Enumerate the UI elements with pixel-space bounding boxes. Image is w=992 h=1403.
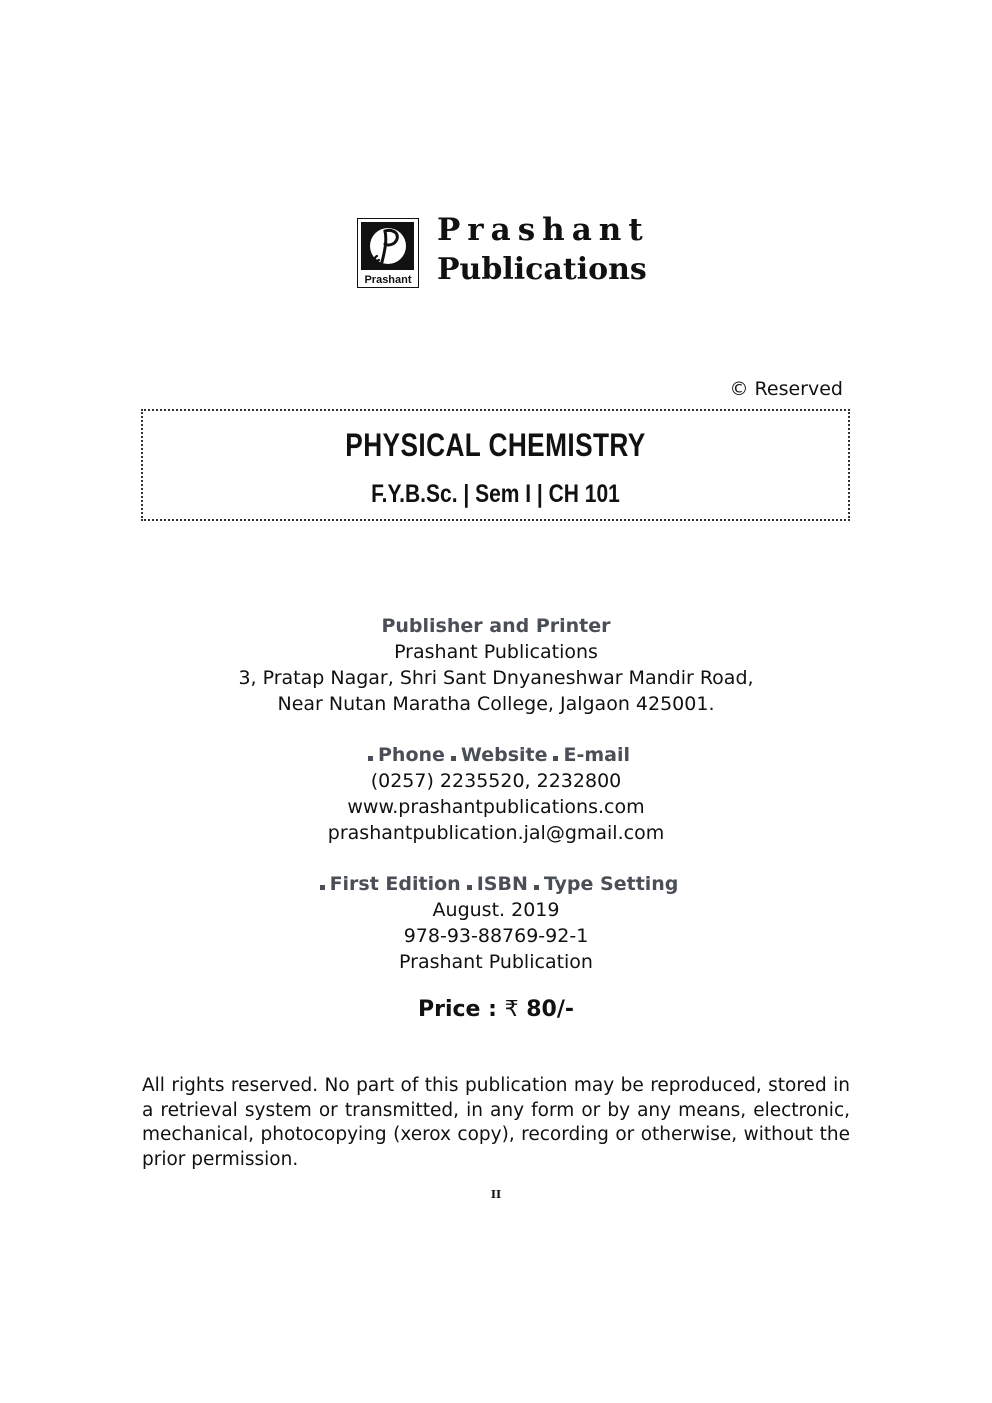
website-heading: Website: [460, 744, 548, 766]
isbn-value: 978-93-88769-92-1: [403, 925, 589, 947]
price: [0, 997, 992, 1022]
publisher-line: Near Nutan Maratha College, Jalgaon 425001.: [277, 693, 715, 715]
type-setting-heading: Type Setting: [543, 873, 679, 895]
bullet-icon: [553, 756, 558, 761]
publisher-line: Prashant Publications: [394, 641, 598, 663]
publisher-block: [0, 613, 992, 717]
contact-heading: [0, 742, 992, 768]
bullet-icon: [320, 885, 325, 890]
rights-notice: All rights reserved. No part of this publication may be reproduced, stored in a retrieval system or transmitted, in any form or by any means, electronic, mechanical, photocopying (xerox copy), recording or otherwise, without the prior permission.: [142, 1075, 850, 1170]
rupee-icon: ₹: [504, 997, 519, 1022]
edition-block: [0, 871, 992, 975]
edition-date: August. 2019: [432, 899, 560, 921]
first-edition-heading: First Edition: [329, 873, 461, 895]
publisher-line: 3, Pratap Nagar, Shri Sant Dnyaneshwar Mandir Road,: [238, 667, 754, 689]
title-box: [141, 409, 850, 521]
copyright-reserved: © Reserved: [729, 378, 843, 400]
bullet-icon: [368, 756, 373, 761]
bullet-icon: [451, 756, 456, 761]
book-title: PHYSICAL CHEMISTRY: [345, 427, 646, 463]
publisher-logo: [357, 218, 419, 288]
brand-name-line1: Prashant: [437, 212, 650, 248]
phone-heading: Phone: [378, 744, 445, 766]
logo-caption: Prashant: [364, 274, 412, 286]
phone-value: (0257) 2235520, 2232800: [370, 770, 622, 792]
isbn-heading: ISBN: [476, 873, 528, 895]
price-label: Price :: [417, 997, 497, 1022]
type-setting-value: Prashant Publication: [399, 951, 593, 973]
prashant-p-logo-icon: [361, 222, 414, 270]
email-heading: E-mail: [563, 744, 630, 766]
website-value: www.prashantpublications.com: [347, 796, 645, 818]
publisher-heading: Publisher and Printer: [381, 615, 611, 637]
contact-block: [0, 742, 992, 846]
edition-heading: [0, 871, 992, 897]
bullet-icon: [467, 885, 472, 890]
page-number: II: [490, 1188, 502, 1201]
book-subtitle: F.Y.B.Sc. | Sem I | CH 101: [371, 480, 620, 508]
email-value: prashantpublication.jal@gmail.com: [327, 822, 665, 844]
price-amount: 80/-: [526, 997, 575, 1022]
bullet-icon: [534, 885, 539, 890]
brand-name-line2: Publications: [437, 252, 647, 287]
